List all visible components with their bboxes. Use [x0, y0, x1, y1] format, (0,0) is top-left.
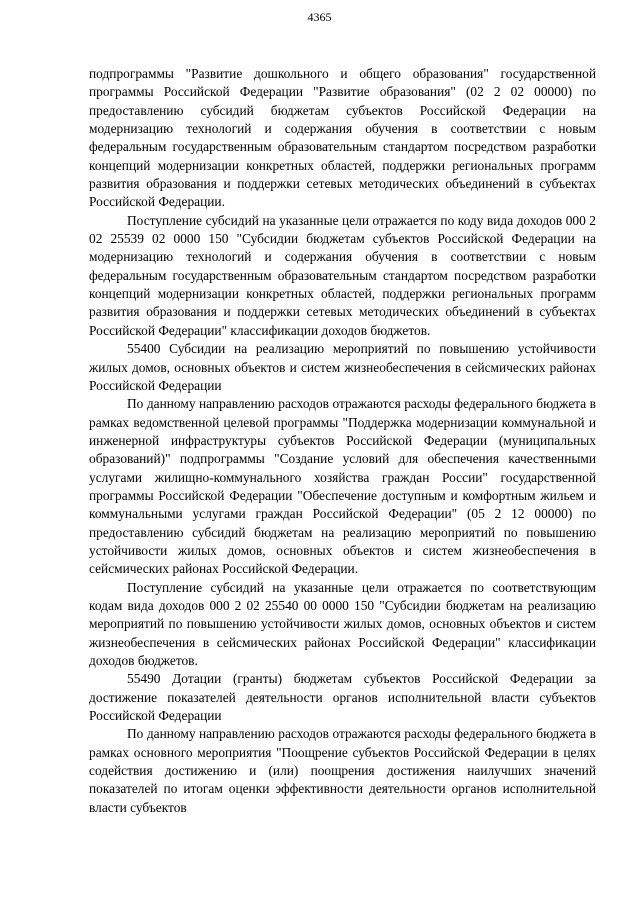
paragraph-expenses-55490: По данному направлению расходов отражаются расходы федерального бюджета в рамках основного мероприятия "Поощрение субъектов Российской Федерации в целях содействия достижению и (или) поощрения достижения наилучших значений показателей по итогам оценки эффективности деятельности органов исполнительной власти субъектов — [89, 726, 596, 815]
page-number: 4365 — [307, 10, 332, 24]
section-heading-55400: 55400 Субсидии на реализацию мероприятий по повышению устойчивости жилых домов, основных объектов и систем жизнеобеспечения в сейсмических районах Российской Федерации — [89, 341, 596, 393]
paragraph-income-25540: Поступление субсидий на указанные цели отражается по соответствующим кодам вида доходов 000 2 02 25540 00 0000 150 "Субсидии бюджетам на реализацию мероприятий по повышению устойчивости жилых домов, основных объектов и систем жизнеобеспечения в сейсмических районах Российской Федерации" классификации доходов бюджетов. — [89, 579, 596, 668]
paragraph-continuation: подпрограммы "Развитие дошкольного и общего образования" государственной программы Российской Федерации "Развитие образования" (02 2 02 00000) по предоставлению субсидий бюджетам субъектов Российской Федерации на модернизацию технологий и содержания обучения в соответствии с новым федеральным государственным образовательным стандартом посредством разработки концепций модернизации конкретных областей, поддержки региональных программ развития образования и поддержки сетевых методических объединений в субъектах Российской Федерации. — [89, 66, 596, 210]
paragraph-income-25539: Поступление субсидий на указанные цели отражается по коду вида доходов 000 2 02 25539 02 0000 150 "Субсидии бюджетам субъектов Российской Федерации на модернизацию технологий и содержания обучения в соответствии с новым федеральным государственным образовательным стандартом посредством разработки концепций модернизации конкретных областей, поддержки региональных программ развития образования и поддержки сетевых методических объединений в субъектах Российской Федерации" классификации доходов бюджетов. — [89, 212, 596, 338]
document-body — [89, 65, 596, 817]
section-heading-55490: 55490 Дотации (гранты) бюджетам субъектов Российской Федерации за достижение показателей деятельности органов исполнительной власти субъектов Российской Федерации — [89, 671, 596, 724]
paragraph-expenses-55400: По данному направлению расходов отражаются расходы федерального бюджета в рамках ведомственной целевой программы "Поддержка модернизации коммунальной и инженерной инфраструктуры субъектов Российской Федерации (муниципальных образований)" подпрограммы "Создание условий для обеспечения качественными услугами жилищно-коммунального хозяйства граждан России" государственной программы Российской Федерации "Обеспечение доступным и комфортным жильем и коммунальными услугами граждан Российской Федерации" (05 2 12 00000) по предоставлению субсидий бюджетам на реализацию мероприятий по повышению устойчивости жилых домов, основных объектов и систем жизнеобеспечения в сейсмических районах Российской Федерации. — [89, 396, 596, 577]
